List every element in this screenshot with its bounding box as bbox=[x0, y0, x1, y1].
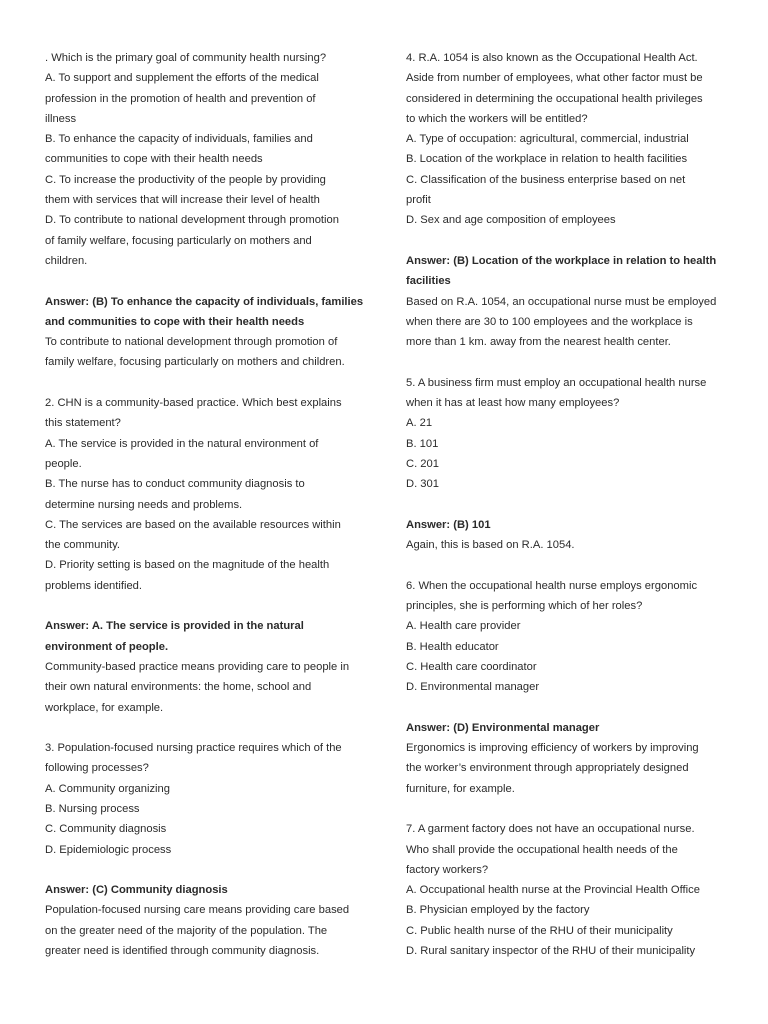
text-line: furniture, for example. bbox=[406, 782, 515, 795]
text-line: A. The service is provided in the natural environment of bbox=[45, 437, 319, 450]
text-line: 7. A garment factory does not have an occupational nurse. bbox=[406, 823, 695, 836]
text-line: more than 1 km. away from the nearest health center. bbox=[406, 336, 671, 349]
text-line: of family welfare, focusing particularly on mothers and bbox=[45, 234, 312, 247]
text-line: profit bbox=[406, 194, 431, 207]
text-line: greater need is identified through community diagnosis. bbox=[45, 945, 320, 958]
text-line: D. 301 bbox=[406, 478, 439, 491]
text-line: when there are 30 to 100 employees and the workplace is bbox=[406, 315, 693, 328]
text-line: A. 21 bbox=[406, 417, 433, 430]
text-line: C. Health care coordinator bbox=[406, 660, 537, 673]
left-column bbox=[45, 48, 363, 961]
text-line: factory workers? bbox=[406, 863, 489, 876]
blank-line bbox=[406, 495, 726, 515]
blank-line bbox=[406, 352, 726, 372]
text-line: To contribute to national development through promotion of bbox=[45, 336, 338, 349]
blank-line bbox=[45, 860, 363, 880]
blank-line bbox=[45, 373, 363, 393]
text-line: people. bbox=[45, 457, 82, 470]
text-line: B. Health educator bbox=[406, 640, 499, 653]
text-line: B. Location of the workplace in relation to health facilities bbox=[406, 153, 688, 166]
answer-line: and communities to cope with their health needs bbox=[45, 315, 305, 328]
text-line: on the greater need of the majority of the population. The bbox=[45, 924, 328, 937]
blank-line bbox=[45, 718, 363, 738]
text-line: Population-focused nursing care means providing care based bbox=[45, 904, 350, 917]
text-line: Based on R.A. 1054, an occupational nurse must be employed bbox=[406, 295, 717, 308]
text-line: 6. When the occupational health nurse employs ergonomic bbox=[406, 579, 698, 592]
text-line: B. The nurse has to conduct community diagnosis to bbox=[45, 478, 305, 491]
answer-line: Answer: A. The service is provided in the natural bbox=[45, 620, 304, 633]
text-line: problems identified. bbox=[45, 579, 143, 592]
text-line: B. Physician employed by the factory bbox=[406, 904, 590, 917]
text-line: following processes? bbox=[45, 762, 149, 775]
right-column bbox=[406, 48, 726, 961]
answer-line: environment of people. bbox=[45, 640, 169, 653]
text-line: D. Rural sanitary inspector of the RHU of their municipality bbox=[406, 945, 696, 958]
blank-line bbox=[406, 555, 726, 575]
text-line: C. Classification of the business enterprise based on net bbox=[406, 173, 686, 186]
text-line: C. The services are based on the available resources within bbox=[45, 518, 341, 531]
text-line: 5. A business firm must employ an occupational health nurse bbox=[406, 376, 707, 389]
blank-line bbox=[45, 271, 363, 291]
text-line: their own natural environments: the home, school and bbox=[45, 681, 312, 694]
blank-line bbox=[45, 596, 363, 616]
text-line: determine nursing needs and problems. bbox=[45, 498, 243, 511]
text-line: A. To support and supplement the efforts of the medical bbox=[45, 72, 319, 85]
blank-line bbox=[406, 799, 726, 819]
text-line: family welfare, focusing particularly on mothers and children. bbox=[45, 356, 345, 369]
text-line: . Which is the primary goal of community health nursing? bbox=[45, 52, 327, 64]
text-line: B. Nursing process bbox=[45, 802, 140, 815]
text-line: when it has at least how many employees? bbox=[406, 397, 620, 410]
text-line: 2. CHN is a community-based practice. Which best explains bbox=[45, 397, 342, 410]
text-line: C. To increase the productivity of the people by providing bbox=[45, 173, 326, 186]
text-line: profession in the promotion of health and prevention of bbox=[45, 92, 316, 105]
text-line: Community-based practice means providing care to people in bbox=[45, 660, 350, 673]
text-line: considered in determining the occupational health privileges bbox=[406, 92, 703, 105]
text-line: workplace, for example. bbox=[45, 701, 164, 714]
text-line: C. Public health nurse of the RHU of their municipality bbox=[406, 924, 673, 937]
text-line: this statement? bbox=[45, 417, 121, 430]
answer-line: Answer: (B) To enhance the capacity of individuals, families bbox=[45, 295, 364, 308]
answer-line: Answer: (C) Community diagnosis bbox=[45, 884, 228, 897]
answer-line: facilities bbox=[406, 275, 451, 288]
text-line: Aside from number of employees, what other factor must be bbox=[406, 72, 703, 85]
text-line: D. Environmental manager bbox=[406, 681, 540, 694]
text-line: the community. bbox=[45, 539, 121, 552]
text-line: children. bbox=[45, 254, 88, 267]
answer-line: Answer: (D) Environmental manager bbox=[406, 721, 600, 734]
text-line: Who shall provide the occupational health needs of the bbox=[406, 843, 678, 856]
text-line: B. 101 bbox=[406, 437, 439, 450]
text-line: 4. R.A. 1054 is also known as the Occupational Health Act. bbox=[406, 52, 698, 64]
text-line: D. Sex and age composition of employees bbox=[406, 214, 616, 227]
text-line: principles, she is performing which of her roles? bbox=[406, 600, 643, 613]
text-line: to which the workers will be entitled? bbox=[406, 112, 588, 125]
answer-line: Answer: (B) Location of the workplace in relation to health bbox=[406, 254, 717, 267]
text-line: the worker’s environment through appropriately designed bbox=[406, 762, 689, 775]
text-line: A. Community organizing bbox=[45, 782, 170, 795]
text-line: them with services that will increase their level of health bbox=[45, 194, 320, 207]
text-line: illness bbox=[45, 112, 77, 125]
text-line: D. To contribute to national development through promotion bbox=[45, 214, 339, 227]
text-line: communities to cope with their health needs bbox=[45, 153, 263, 166]
text-line: Ergonomics is improving efficiency of workers by improving bbox=[406, 742, 699, 755]
text-line: A. Occupational health nurse at the Provincial Health Office bbox=[406, 884, 700, 897]
text-line: A. Type of occupation: agricultural, commercial, industrial bbox=[406, 133, 689, 146]
text-line: Again, this is based on R.A. 1054. bbox=[406, 539, 575, 552]
text-line: A. Health care provider bbox=[406, 620, 521, 633]
text-line: D. Epidemiologic process bbox=[45, 843, 172, 856]
text-line: B. To enhance the capacity of individuals, families and bbox=[45, 133, 313, 146]
text-line: C. 201 bbox=[406, 457, 439, 470]
text-line: C. Community diagnosis bbox=[45, 823, 167, 836]
text-line: D. Priority setting is based on the magnitude of the health bbox=[45, 559, 330, 572]
answer-line: Answer: (B) 101 bbox=[406, 518, 491, 531]
blank-line bbox=[406, 231, 726, 251]
text-line: 3. Population-focused nursing practice requires which of the bbox=[45, 742, 342, 755]
blank-line bbox=[406, 698, 726, 718]
